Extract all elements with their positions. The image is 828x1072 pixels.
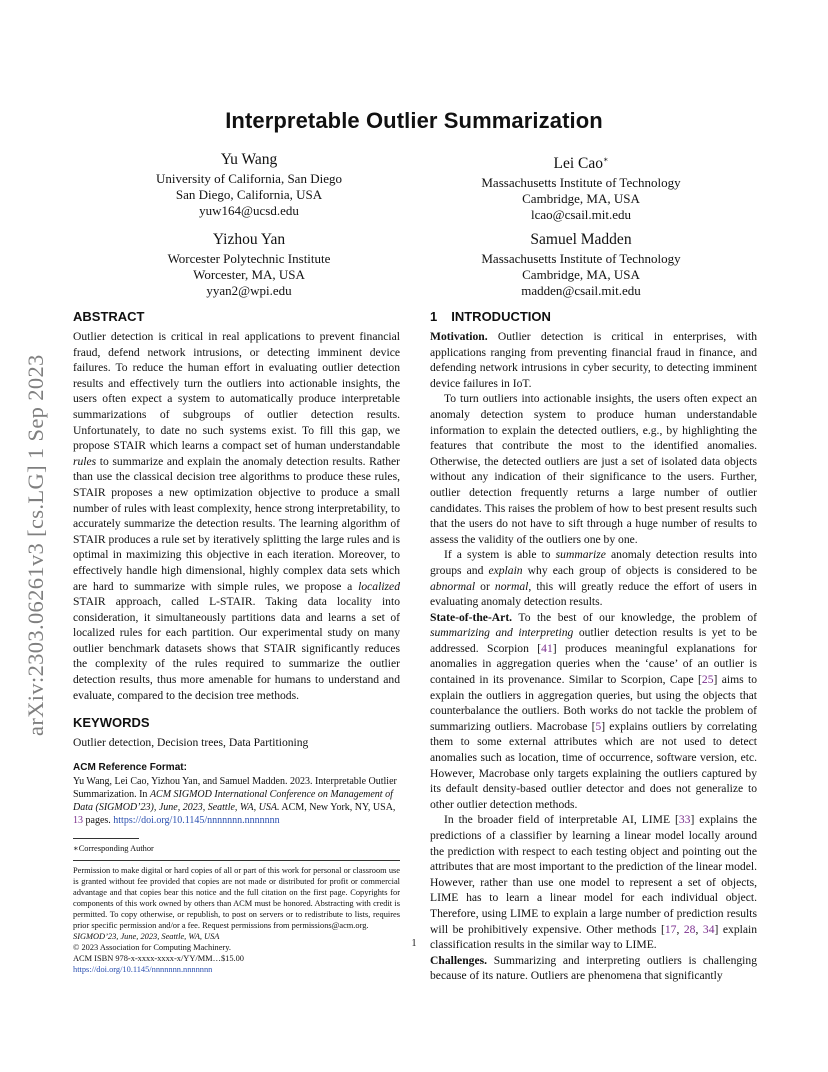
acm-reference-text: Yu Wang, Lei Cao, Yizhou Yan, and Samuel Madden. 2023. Interpretable Outlier Summarization. In ACM SIGMOD International Conference on Management of Data (SIGMOD’23), June, 2023, Seattle, WA, USA. ACM, New York, NY, USA, 13 pages. https://doi.org/10.1145/nnnnnnn.nnnnnnn xyxy=(73,775,397,826)
author-name: Samuel Madden xyxy=(530,231,632,248)
author-name: Yu Wang xyxy=(220,151,278,168)
permission-notice: Permission to make digital or hard copies of all or part of this work for personal or classroom use is granted without fee provided that copies are not made or distributed for profit or commercial advantage and that copies bear this notice and the full citation on the first page. Copyrights for components of this work owned by others than ACM must be honored. Abstracting with credit is permitted. To copy otherwise, or republish, to post on servers or to redistribute to lists, requires prior specific permission and/or a fee. Request permissions from permissions@acm.org. xyxy=(73,865,400,930)
citation-link[interactable]: 34 xyxy=(702,922,715,936)
citation-link[interactable]: 17 xyxy=(664,922,677,936)
doi-link[interactable]: https://doi.org/10.1145/nnnnnnn.nnnnnnn xyxy=(113,814,280,826)
author-affiliation: Massachusetts Institute of Technology xyxy=(481,251,681,266)
author-name: Lei Cao xyxy=(553,155,604,173)
paragraph-actionable: To turn outliers into actionable insights, the users often expect an anomaly detection system to produce human understandable information to explain the detected outliers, e.g., by highlighting the features that contribute the most to the identified anomalies. Otherwise, the detected outliers are just a set of isolated data objects without any indication of their significance to the users. Further, outlier detection frequently returns a large number of outlier candidates. This raises the problem of how to best present results such that the users do not have to sift through a huge number of results to assess the validity of the outliers one by one. xyxy=(430,392,757,546)
paragraph-motivation: Motivation. Outlier detection is critical in enterprises, with applications ranging from preventing financial fraud in finance, and defending network intrusions in cyber security, to detecting imminent device failures in IoT. xyxy=(430,330,757,390)
author-affiliation: Massachusetts Institute of Technology xyxy=(481,175,681,191)
citation-link[interactable]: 28 xyxy=(683,922,696,936)
author-affiliation: University of California, San Diego xyxy=(156,171,342,186)
right-column xyxy=(430,308,757,984)
author-email: lcao@csail.mit.edu xyxy=(530,207,632,223)
paragraph-challenges: Challenges. Summarizing and interpreting outliers is challenging because of its nature. Outliers are phenomena that significantly xyxy=(430,953,757,983)
author-block xyxy=(416,230,746,299)
author-block xyxy=(84,150,414,219)
paragraph-lime: In the broader field of interpretable AI, LIME [33] explains the predictions of a classifier by learning a linear model locally around the prediction with respect to each testing object and pointing out the attributes that are most important to the prediction of the linear model. However, rather than use one model to represent a set of objects, LIME has to learn a linear model for each individual object. Therefore, using LIME to explain a large number of prediction results will be prohibitively expensive. Other methods [17, 28, 34] explain classification results in the similar way to LIME. xyxy=(430,813,758,952)
introduction-heading: 1 INTRODUCTION xyxy=(430,309,551,324)
author-location: Cambridge, MA, USA xyxy=(522,267,640,282)
footnote: ∗Corresponding Author xyxy=(73,843,154,853)
page-number: 1 xyxy=(411,938,417,949)
citation-link[interactable]: 5 xyxy=(595,719,602,733)
author-location: Worcester, MA, USA xyxy=(193,267,305,282)
corresponding-mark: ∗ xyxy=(603,155,609,164)
conference-line: SIGMOD’23, June, 2023, Seattle, WA, USA xyxy=(73,931,220,941)
author-email: yuw164@ucsd.edu xyxy=(199,203,299,218)
citation-link[interactable]: 33 xyxy=(678,813,691,827)
author-block xyxy=(416,150,746,223)
author-location: San Diego, California, USA xyxy=(175,187,323,202)
author-email: madden@csail.mit.edu xyxy=(521,283,641,298)
abstract-text: Outlier detection is critical in real applications to prevent financial fraud, defend network intrusions, or detecting imminent device failures. To reduce the human effort in evaluating outlier detection results and effectively turn the outliers into actionable insights, the users often expect a system to automatically produce interpretable summarizations of subgroups of outlier detection results. Unfortunately, to date no such systems exist. To fill this gap, we propose STAIR which learns a compact set of human understandable rules to summarize and explain the anomaly detection results. Rather than use the classical decision tree algorithms to produce these rules, STAIR proposes a new optimization objective to produce a small number of rules with least complexity, hence strong interpretability, to accurately summarize the detection results. The learning algorithm of STAIR produces a rule set by iteratively splitting the large rules and is optimal in maximizing this objective in each iteration. Moreover, to effectively handle high dimensional, highly complex data sets which are hard to summarize with simple rules, we propose a localized STAIR approach, called L-STAIR. Taking data locality into consideration, it simultaneously partitions data and learns a set of localized rules for each partition. Our experimental study on many outlier benchmark datasets shows that STAIR significantly reduces the complexity of the rules required to summarize the outlier detection results, thus more amenable for humans to understand and evaluate, compared to the decision tree methods. xyxy=(73,330,400,702)
paragraph-state-of-the-art: State-of-the-Art. To the best of our knowledge, the problem of summarizing and interpreting outlier detection results is yet to be addressed. Scorpion [41] produces meaningful explanations for anomalies in aggregation queries when the ‘cause’ of an outlier is contained in its provenance. Similar to Scorpion, Cape [25] aims to explain the outliers in aggregation queries, but using the objects that counterbalance the outliers. Both works do not tackle the problem of summarizing outliers. Macrobase [5] explains outliers by correlating them to some external attributes which are not used to detect anomalies such as location, time of occurrence, software version, etc. However, Macrobase only targets explaining the outliers captured by its default density-based outlier detector and does not generalize to other outlier detection methods. xyxy=(430,610,757,811)
paper-title: Interpretable Outlier Summarization xyxy=(225,108,603,133)
footnote-rule xyxy=(73,838,139,839)
citation-link[interactable]: 41 xyxy=(541,641,553,655)
author-block xyxy=(84,230,414,299)
keywords-heading: KEYWORDS xyxy=(73,715,150,731)
author-email: yyan2@wpi.edu xyxy=(206,283,292,298)
doi-line-link[interactable]: https://doi.org/10.1145/nnnnnnn.nnnnnnn xyxy=(73,964,213,974)
permission-rule xyxy=(73,860,400,861)
arxiv-stamp: arXiv:2303.06261v3 [cs.LG] 1 Sep 2023 xyxy=(23,354,48,736)
author-location: Cambridge, MA, USA xyxy=(522,191,640,207)
acm-reference-heading: ACM Reference Format: xyxy=(73,761,187,773)
left-column xyxy=(73,308,400,975)
copyright-line: © 2023 Association for Computing Machinery. xyxy=(73,942,231,952)
paragraph-summarize: If a system is able to summarize anomaly detection results into groups and explain why each group of objects is considered to be abnormal or normal, this will greatly reduce the effort of users in evaluating anomaly detection results. xyxy=(430,548,757,609)
pages-link[interactable]: 13 xyxy=(73,814,83,826)
keywords-text: Outlier detection, Decision trees, Data Partitioning xyxy=(73,736,309,750)
author-name: Yizhou Yan xyxy=(212,231,286,248)
abstract-heading: ABSTRACT xyxy=(73,309,145,324)
citation-link[interactable]: 25 xyxy=(701,673,714,687)
author-affiliation: Worcester Polytechnic Institute xyxy=(167,251,331,266)
isbn-line: ACM ISBN 978-x-xxxx-xxxx-x/YY/MM…$15.00 xyxy=(73,953,244,963)
